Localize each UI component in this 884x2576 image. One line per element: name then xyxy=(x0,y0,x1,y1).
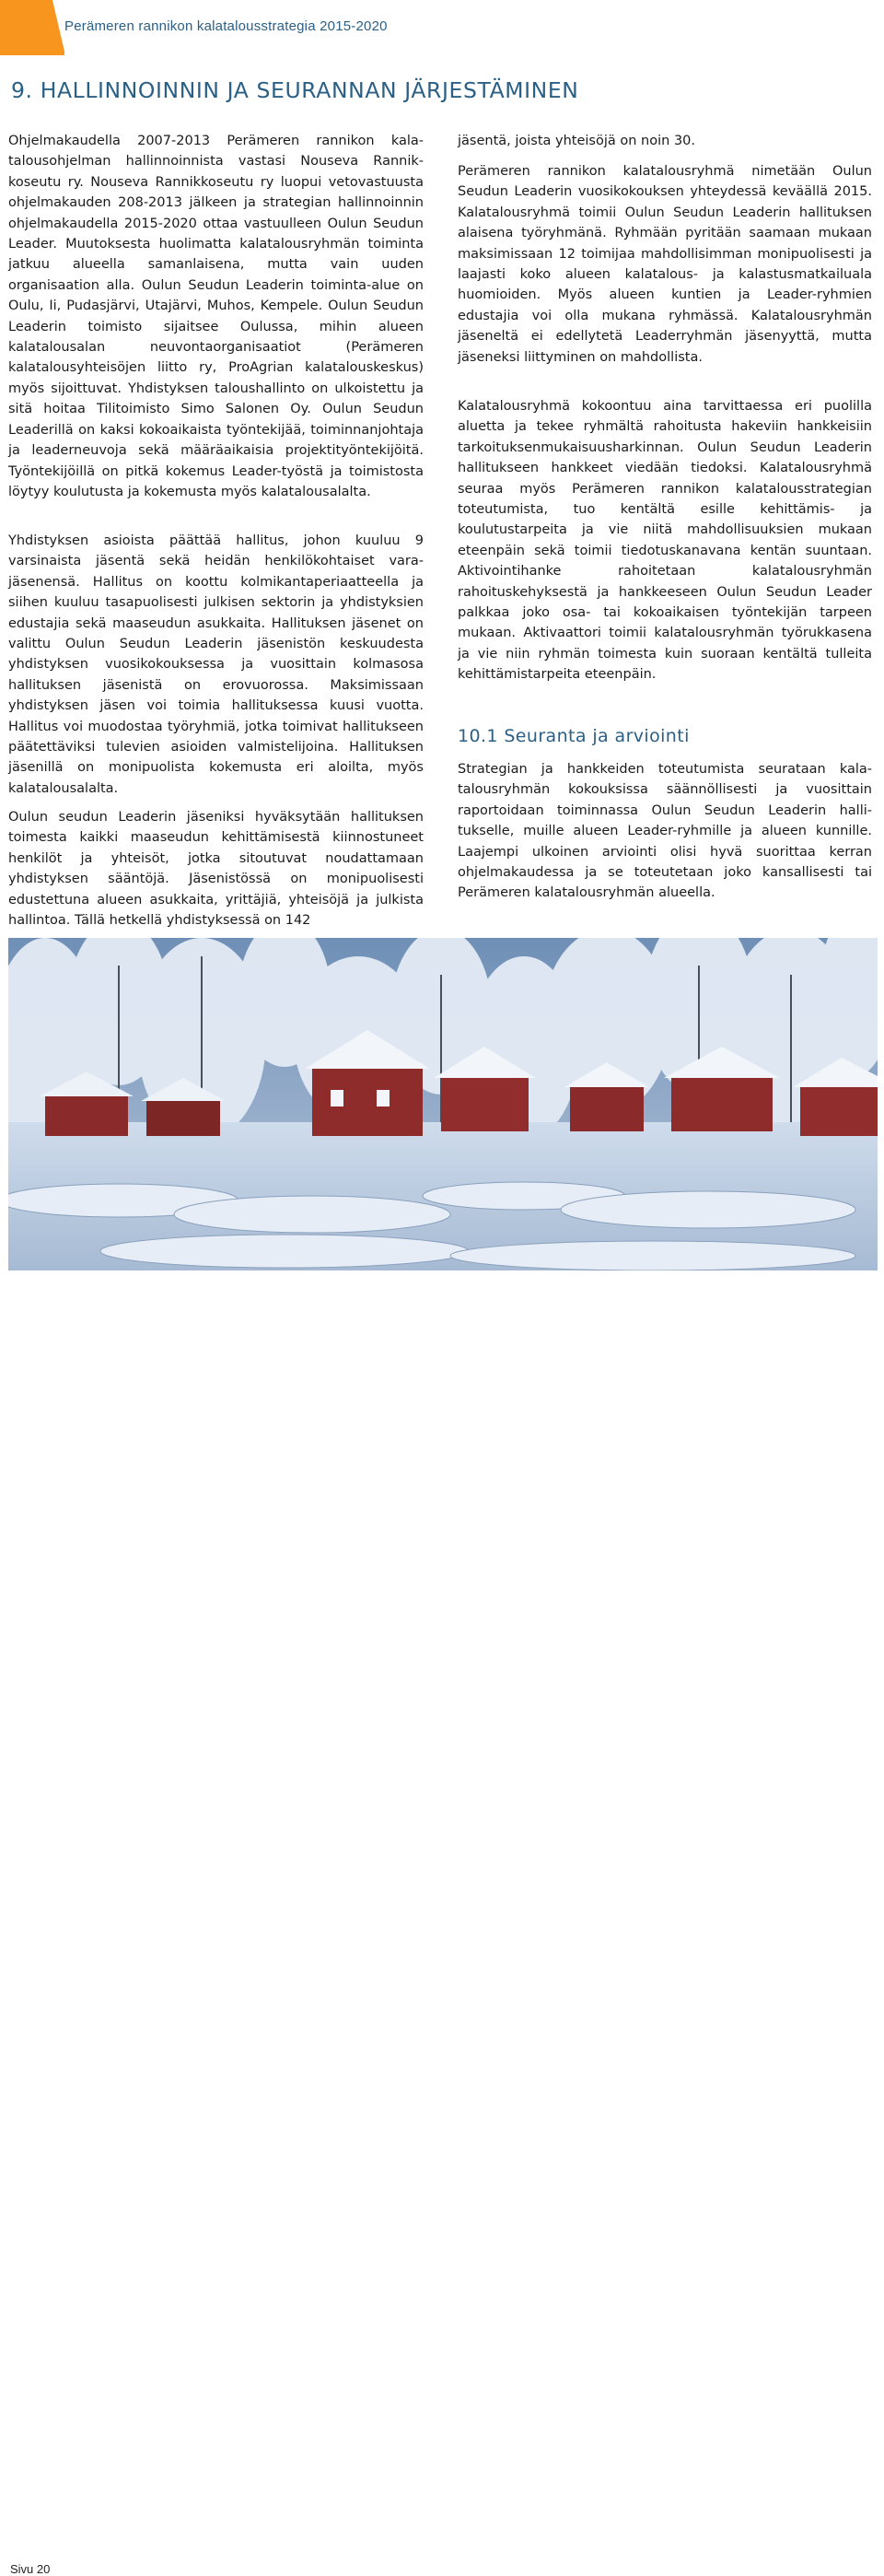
right-paragraph-1: jäsentä, joista yhteisöjä on noin 30. xyxy=(458,134,696,148)
header-title: Perämeren rannikon kalatalousstrategia 2015-2020 xyxy=(64,18,388,34)
winter-village-photo xyxy=(8,938,878,1270)
right-paragraph-3: Kalatalousryhmä kokoontuu aina tarvittaessa eri puolilla aluetta ja tekee ryhmältä rahoitusta hakeviin hankkeisiin tarkoituksenmukaisuusharkinnan. Oulun Seudun Leaderin hallitukseen hankkeet viedään tiedoksi. Kalatalousryhmä seuraa myös Perämeren rannikon kalatalousstrategian toteutumista, tuo kentältä esille kehittämis- ja koulutustarpeita ja vie niitä mahdollisuuksien mukaan eteenpäin sekä toimii tiedotuskanavana kentän suuntaan. Aktivointihanke rahoitetaan kalatalousryhmän rahoituskehyksestä ja hankkeeseen Oulun Seudun Leader palkkaa joko osa- tai kokoaikaisen työntekijän tarpeen mukaan. Aktivaattori toimii kalatalousryhmän työrukkasena ja vie niin ryhmän toimesta kuin suoraan kentältä tulleita kehittämistarpeita eteenpäin. xyxy=(458,399,872,683)
header-accent-bar xyxy=(0,0,64,55)
page-number: Sivu 20 xyxy=(10,2562,51,2576)
left-paragraph-2: Yhdistyksen asioista päättää hallitus, johon kuuluu 9 varsinaista jäsentä sekä heidän henkilökohtaiset varajäsenensä. Hallitus on koottu kolmikantaperiaatteella ja siihen kuuluu tasapuolisesti julkisen sektorin ja yhdistyksien edustajia sekä maaseudun asukkaita. Hallituksen jäsenet on valittu Oulun Seudun Leaderin jäsenistön keskuudesta yhdistyksen vuosikokouksessa ja vuosittain kolmasosa hallituksen jäsenistä on erovuorossa. Maksimissaan yhdistyksen jäsen voi toimia hallituksessa kuusi vuotta. Hallitus voi muodostaa työryhmiä, jotka toimivat hallitukseen päätettäviksi tulevien asioiden valmistelijoina. Hallituksen jäsenillä on monipuolista kokemusta eri aloilta, myös kalatalousalalta. xyxy=(8,533,424,796)
page-title: 9. HALLINNOINNIN JA SEURANNAN JÄRJESTÄMINEN xyxy=(11,77,579,103)
left-paragraph-3: Oulun seudun Leaderin jäseniksi hyväksytään hallituksen toimesta kaikki maaseudun kehittämisestä kiinnostuneet henkilöt ja yhteisöt, jotka sitoutuvat noudattamaan yhdistyksen sääntöjä. Jäsenistössä on monipuolisesti edustettuna alueen asukkaita, yrittäjiä, yhteisöjä ja julkista hallintoa. Tällä hetkellä yhdistyksessä on 142 xyxy=(8,810,424,929)
right-paragraph-2: Perämeren rannikon kalatalousryhmä nimetään Oulun Seudun Leaderin vuosikokouksen yhteydessä keväällä 2015. Kalatalousryhmä toimii Oulun Seudun Leaderin hallituksen alaisena työryhmänä. Ryhmään pyritään saamaan mukaan maksimissaan 12 toimijaa mahdollisimman monipuolisesti ja laajasti koko alueen kalatalous- ja kalastusmatkailuala huomioiden. Myös alueen kuntien ja Leader-ryhmien edustajia voi olla mukana ryhmässä. Kalatalousryhmän jäseneltä ei edellytetä Leaderryhmän jäsenyyttä, mutta jäseneksi liittyminen on mahdollista. xyxy=(458,164,872,365)
left-paragraph-1: Ohjelmakaudella 2007-2013 Perämeren rannikon kalatalousohjelman hallinnoinnista vastasi Nouseva Rannikkoseutu ry. Nouseva Rannikkoseutu ry luopui vetovastuusta ohjelmakauden 208-2013 jälkeen ja strategian hallinnoinnin ohjelmakaudella 2015-2020 ottaa vastuulleen Oulun Seudun Leader. Muutoksesta huolimatta kalatalousryhmän toiminta jatkuu alueella samanlaisena, mutta vain uuden organisaation alla. Oulun Seudun Leaderin toiminta-alue on Oulu, Ii, Pudasjärvi, Utajärvi, Muhos, Kempele. Oulun Seudun Leaderin toimisto sijaitsee Oulussa, mihin alueen kalatalousalan neuvontaorganisaatiot (Perämeren kalatalousyhteisöjen liitto ry, ProAgrian kalatalouskeskus) myös sijoittuvat. Yhdistyksen taloushallinto on ulkoistettu ja sitä hoitaa Tilitoimisto Simo Salonen Oy. Oulun Seudun Leaderillä on kaksi kokoaikaista työntekijää, toiminnanjohtaja ja leaderneuvoja sekä määräaikaisia projektityöntekijöitä. Työntekijöillä on pitkä kokemus Leader-työstä ja toimistosta löytyy koulutusta ja kokemusta myös kalatalousalalta. xyxy=(8,134,424,499)
running-header xyxy=(0,0,884,55)
section-subheading: 10.1 Seuranta ja arviointi xyxy=(458,726,690,746)
page-footer xyxy=(0,1277,884,2576)
right-paragraph-4: Strategian ja hankkeiden toteutumista seurataan kalatalousryhmän kokouksissa säännöllisesti ja vuosittain raportoidaan toiminnassa Oulun Seudun Leaderin hallitukselle, muille alueen Leader-ryhmille ja alueen kunnille. Laajempi ulkoinen arviointi olisi hyvä suorittaa kerran ohjelmakaudessa ja se toteutetaan joko kansallisesti tai Perämeren kalatalousryhmän alueella. xyxy=(458,762,872,901)
